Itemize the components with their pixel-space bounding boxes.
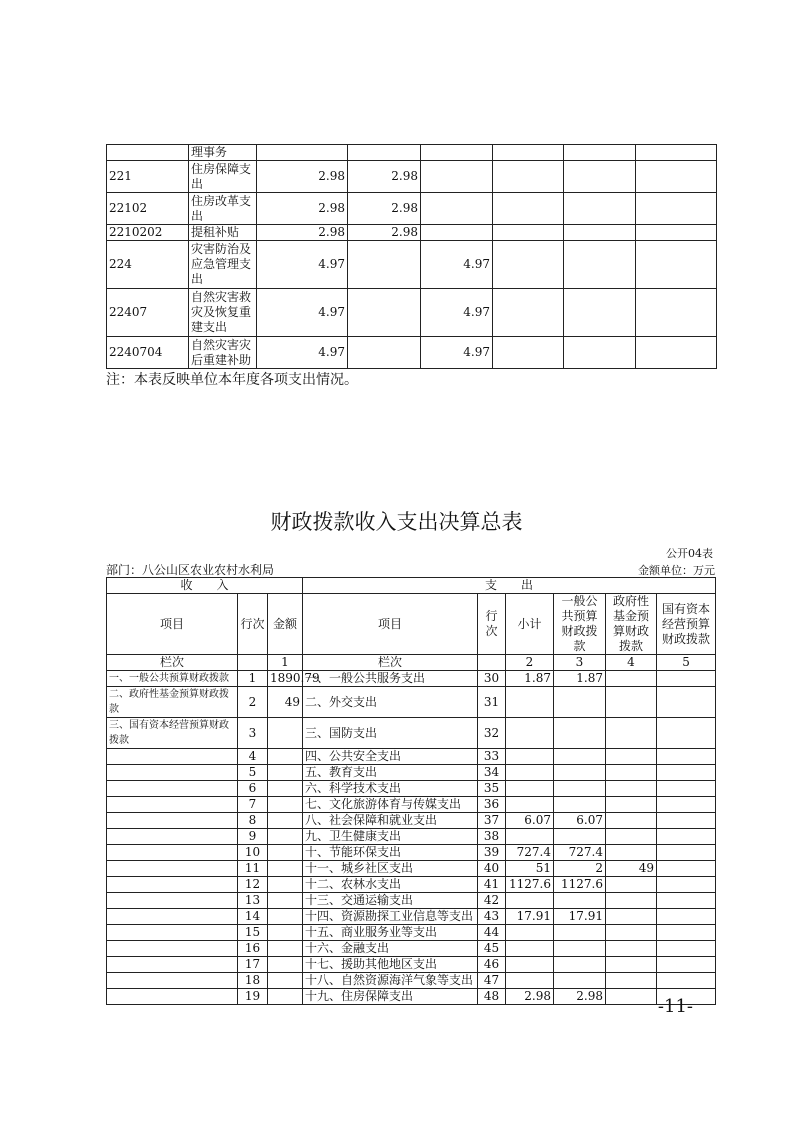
amount-cell <box>606 781 657 797</box>
amount-cell <box>268 973 303 989</box>
amount-cell <box>657 797 716 813</box>
column-header: 国有资本经营预算财政拨款 <box>657 594 716 655</box>
amount-cell <box>636 193 717 225</box>
item-name: 八、社会保障和就业支出 <box>303 813 478 829</box>
amount-cell: 4.97 <box>257 241 348 289</box>
amount-cell: 1.87 <box>506 671 554 687</box>
amount-cell <box>506 749 554 765</box>
table-row <box>107 957 716 973</box>
table-row <box>107 829 716 845</box>
amount-cell <box>564 225 636 241</box>
item-name <box>107 861 238 877</box>
amount-cell <box>268 877 303 893</box>
amount-cell <box>564 161 636 193</box>
column-header: 项目 <box>303 594 478 655</box>
column-number <box>478 655 506 671</box>
row-number: 44 <box>478 925 506 941</box>
amount-cell <box>268 861 303 877</box>
amount-cell: 2.98 <box>506 989 554 1005</box>
column-number: 5 <box>657 655 716 671</box>
amount-cell <box>268 845 303 861</box>
amount-cell: 2.98 <box>257 225 348 241</box>
row-number: 10 <box>238 845 268 861</box>
amount-cell <box>268 989 303 1005</box>
row-number: 40 <box>478 861 506 877</box>
column-number: 3 <box>554 655 606 671</box>
row-number: 18 <box>238 973 268 989</box>
amount-cell <box>554 687 606 718</box>
row-number: 45 <box>478 941 506 957</box>
amount-cell <box>506 925 554 941</box>
amount-cell <box>421 193 493 225</box>
table-row <box>107 225 717 241</box>
amount-cell <box>657 973 716 989</box>
table-row <box>107 973 716 989</box>
item-name: 理事务 <box>189 145 257 161</box>
amount-cell <box>554 781 606 797</box>
table-row <box>107 687 716 718</box>
amount-cell <box>606 877 657 893</box>
amount-cell <box>268 813 303 829</box>
amount-cell <box>506 797 554 813</box>
item-code: 2210202 <box>107 225 189 241</box>
item-name: 六、科学技术支出 <box>303 781 478 797</box>
row-number: 42 <box>478 893 506 909</box>
table-row <box>107 749 716 765</box>
amount-cell: 1890.79 <box>268 671 303 687</box>
row-number: 2 <box>238 687 268 718</box>
table-note: 注：本表反映单位本年度各项支出情况。 <box>106 372 358 388</box>
table-row <box>107 193 717 225</box>
item-name: 十五、商业服务业等支出 <box>303 925 478 941</box>
item-name: 住房保障支出 <box>189 161 257 193</box>
amount-cell <box>506 718 554 749</box>
amount-cell <box>348 145 421 161</box>
row-number: 15 <box>238 925 268 941</box>
amount-cell <box>606 941 657 957</box>
amount-cell <box>636 337 717 369</box>
amount-cell <box>506 893 554 909</box>
amount-cell <box>348 241 421 289</box>
amount-cell <box>606 957 657 973</box>
amount-cell <box>606 749 657 765</box>
amount-cell <box>606 845 657 861</box>
amount-cell: 4.97 <box>257 289 348 337</box>
amount-cell <box>606 925 657 941</box>
table-row <box>107 877 716 893</box>
amount-cell <box>268 909 303 925</box>
column-header: 一般公共预算财政拨款 <box>554 594 606 655</box>
amount-cell <box>636 145 717 161</box>
amount-cell <box>268 829 303 845</box>
column-number <box>238 655 268 671</box>
amount-cell <box>657 749 716 765</box>
amount-cell <box>493 289 564 337</box>
amount-cell <box>606 765 657 781</box>
amount-cell <box>268 781 303 797</box>
column-number: 栏次 <box>303 655 478 671</box>
amount-cell <box>554 925 606 941</box>
row-number: 3 <box>238 718 268 749</box>
row-number: 4 <box>238 749 268 765</box>
amount-cell: 727.4 <box>554 845 606 861</box>
amount-cell <box>506 781 554 797</box>
column-header: 项目 <box>107 594 238 655</box>
item-code: 224 <box>107 241 189 289</box>
item-name <box>107 845 238 861</box>
table-row <box>107 718 716 749</box>
amount-cell: 4.97 <box>257 337 348 369</box>
row-number: 16 <box>238 941 268 957</box>
amount-cell <box>268 718 303 749</box>
amount-cell <box>606 989 657 1005</box>
amount-cell <box>606 829 657 845</box>
amount-cell: 17.91 <box>506 909 554 925</box>
amount-cell <box>657 893 716 909</box>
column-number: 2 <box>506 655 554 671</box>
item-name <box>107 909 238 925</box>
item-name: 九、卫生健康支出 <box>303 829 478 845</box>
column-header: 行次 <box>478 594 506 655</box>
item-name <box>107 973 238 989</box>
expense-detail-table <box>106 144 717 369</box>
amount-cell <box>506 973 554 989</box>
item-name <box>107 989 238 1005</box>
row-number: 5 <box>238 765 268 781</box>
column-header: 行次 <box>238 594 268 655</box>
table-row <box>107 161 717 193</box>
item-name: 十四、资源勘探工业信息等支出 <box>303 909 478 925</box>
row-number: 36 <box>478 797 506 813</box>
item-name: 十九、住房保障支出 <box>303 989 478 1005</box>
row-number: 19 <box>238 989 268 1005</box>
amount-cell <box>657 813 716 829</box>
amount-cell <box>657 845 716 861</box>
row-number: 7 <box>238 797 268 813</box>
amount-cell: 4.97 <box>421 241 493 289</box>
item-name: 住房改革支出 <box>189 193 257 225</box>
row-number: 43 <box>478 909 506 925</box>
amount-cell <box>657 781 716 797</box>
item-name: 自然灾害救灾及恢复重建支出 <box>189 289 257 337</box>
row-number: 8 <box>238 813 268 829</box>
amount-cell <box>636 225 717 241</box>
amount-cell <box>564 145 636 161</box>
column-number: 栏次 <box>107 655 238 671</box>
amount-cell <box>268 957 303 973</box>
amount-cell <box>657 877 716 893</box>
table-row <box>107 337 717 369</box>
row-number: 12 <box>238 877 268 893</box>
amount-cell <box>493 241 564 289</box>
unit-label: 金额单位：万元 <box>638 564 715 577</box>
amount-cell <box>493 161 564 193</box>
table-row <box>107 289 717 337</box>
expense-header: 支 出 <box>303 578 716 594</box>
amount-cell <box>493 145 564 161</box>
amount-cell <box>554 893 606 909</box>
amount-cell <box>421 225 493 241</box>
amount-cell <box>657 687 716 718</box>
item-name: 二、政府性基金预算财政拨款 <box>107 687 238 718</box>
amount-cell <box>636 161 717 193</box>
row-number: 11 <box>238 861 268 877</box>
item-name <box>107 829 238 845</box>
amount-cell <box>657 909 716 925</box>
amount-cell <box>606 909 657 925</box>
amount-cell <box>506 941 554 957</box>
fiscal-summary-table <box>106 577 716 1005</box>
amount-cell <box>493 225 564 241</box>
amount-cell <box>554 765 606 781</box>
item-name: 十二、农林水支出 <box>303 877 478 893</box>
amount-cell: 51 <box>506 861 554 877</box>
page-number: -11- <box>657 996 693 1017</box>
amount-cell: 2 <box>554 861 606 877</box>
item-name: 十三、交通运输支出 <box>303 893 478 909</box>
amount-cell: 2.98 <box>554 989 606 1005</box>
amount-cell <box>564 337 636 369</box>
amount-cell: 49 <box>606 861 657 877</box>
amount-cell <box>657 957 716 973</box>
amount-cell <box>268 797 303 813</box>
amount-cell <box>493 193 564 225</box>
row-number: 1 <box>238 671 268 687</box>
table-row <box>107 781 716 797</box>
amount-cell: 6.07 <box>506 813 554 829</box>
row-number: 34 <box>478 765 506 781</box>
amount-cell: 1127.6 <box>506 877 554 893</box>
amount-cell <box>636 241 717 289</box>
amount-cell <box>554 749 606 765</box>
amount-cell <box>554 797 606 813</box>
amount-cell <box>657 829 716 845</box>
item-name: 十七、援助其他地区支出 <box>303 957 478 973</box>
amount-cell <box>506 687 554 718</box>
table-row <box>107 845 716 861</box>
row-number: 47 <box>478 973 506 989</box>
amount-cell <box>564 289 636 337</box>
amount-cell <box>506 957 554 973</box>
item-name: 一、一般公共预算财政拨款 <box>107 671 238 687</box>
row-number: 46 <box>478 957 506 973</box>
amount-cell: 1127.6 <box>554 877 606 893</box>
table-row <box>107 145 717 161</box>
amount-cell <box>606 797 657 813</box>
column-number: 1 <box>268 655 303 671</box>
item-name: 灾害防治及应急管理支出 <box>189 241 257 289</box>
row-number: 14 <box>238 909 268 925</box>
item-name <box>107 893 238 909</box>
row-number: 33 <box>478 749 506 765</box>
table-row <box>107 797 716 813</box>
page-title: 财政拨款收入支出决算总表 <box>270 510 523 534</box>
amount-cell <box>257 145 348 161</box>
row-number: 13 <box>238 893 268 909</box>
item-code: 22102 <box>107 193 189 225</box>
item-name <box>107 941 238 957</box>
item-code <box>107 145 189 161</box>
amount-cell <box>348 337 421 369</box>
item-name <box>107 749 238 765</box>
item-name <box>107 877 238 893</box>
amount-cell <box>657 718 716 749</box>
amount-cell <box>554 973 606 989</box>
amount-cell: 2.98 <box>348 161 421 193</box>
amount-cell <box>348 289 421 337</box>
amount-cell <box>606 813 657 829</box>
amount-cell <box>636 289 717 337</box>
amount-cell: 17.91 <box>554 909 606 925</box>
table-row <box>107 241 717 289</box>
item-name: 提租补贴 <box>189 225 257 241</box>
item-name: 四、公共安全支出 <box>303 749 478 765</box>
item-name: 三、国有资本经营预算财政拨款 <box>107 718 238 749</box>
amount-cell: 2.98 <box>257 161 348 193</box>
amount-cell <box>554 718 606 749</box>
item-name <box>107 957 238 973</box>
amount-cell <box>421 161 493 193</box>
table-row <box>107 765 716 781</box>
department-label: 部门：八公山区农业农村水利局 <box>106 563 275 577</box>
item-name <box>107 765 238 781</box>
amount-cell <box>506 765 554 781</box>
item-name <box>107 813 238 829</box>
item-code: 2240704 <box>107 337 189 369</box>
column-number: 4 <box>606 655 657 671</box>
amount-cell: 4.97 <box>421 289 493 337</box>
item-name: 十六、金融支出 <box>303 941 478 957</box>
table-row <box>107 861 716 877</box>
amount-cell: 2.98 <box>348 225 421 241</box>
item-name: 十八、自然资源海洋气象等支出 <box>303 973 478 989</box>
item-code: 221 <box>107 161 189 193</box>
row-number: 17 <box>238 957 268 973</box>
row-number: 30 <box>478 671 506 687</box>
item-name <box>107 781 238 797</box>
table-row <box>107 671 716 687</box>
table-row <box>107 893 716 909</box>
amount-cell: 49 <box>268 687 303 718</box>
column-header: 小计 <box>506 594 554 655</box>
amount-cell: 4.97 <box>421 337 493 369</box>
amount-cell <box>421 145 493 161</box>
amount-cell <box>268 893 303 909</box>
item-name: 五、教育支出 <box>303 765 478 781</box>
item-name: 自然灾害灾后重建补助 <box>189 337 257 369</box>
table-row <box>107 941 716 957</box>
column-number-row <box>107 655 716 671</box>
amount-cell <box>657 941 716 957</box>
row-number: 48 <box>478 989 506 1005</box>
amount-cell <box>554 957 606 973</box>
amount-cell <box>606 687 657 718</box>
amount-cell <box>554 829 606 845</box>
amount-cell <box>564 193 636 225</box>
amount-cell <box>564 241 636 289</box>
table-row <box>107 925 716 941</box>
column-header: 金额 <box>268 594 303 655</box>
item-name: 十、节能环保支出 <box>303 845 478 861</box>
amount-cell <box>268 749 303 765</box>
table-row <box>107 813 716 829</box>
amount-cell: 6.07 <box>554 813 606 829</box>
table-row <box>107 909 716 925</box>
amount-cell <box>606 718 657 749</box>
income-header: 收 入 <box>107 578 303 594</box>
amount-cell <box>506 829 554 845</box>
amount-cell <box>268 925 303 941</box>
amount-cell: 727.4 <box>506 845 554 861</box>
item-name <box>107 797 238 813</box>
amount-cell <box>657 925 716 941</box>
row-number: 9 <box>238 829 268 845</box>
amount-cell <box>268 941 303 957</box>
item-name <box>107 925 238 941</box>
amount-cell: 2.98 <box>348 193 421 225</box>
row-number: 35 <box>478 781 506 797</box>
amount-cell <box>657 861 716 877</box>
amount-cell: 1.87 <box>554 671 606 687</box>
amount-cell <box>606 893 657 909</box>
row-number: 32 <box>478 718 506 749</box>
column-header: 政府性基金预算财政拨款 <box>606 594 657 655</box>
row-number: 41 <box>478 877 506 893</box>
item-name: 三、国防支出 <box>303 718 478 749</box>
row-number: 37 <box>478 813 506 829</box>
amount-cell <box>657 671 716 687</box>
header-row <box>107 594 716 655</box>
row-number: 38 <box>478 829 506 845</box>
row-number: 6 <box>238 781 268 797</box>
row-number: 39 <box>478 845 506 861</box>
amount-cell <box>493 337 564 369</box>
item-name: 二、外交支出 <box>303 687 478 718</box>
amount-cell <box>268 765 303 781</box>
table-row <box>107 989 716 1005</box>
amount-cell <box>657 765 716 781</box>
form-number: 公开04表 <box>666 547 713 560</box>
item-code: 22407 <box>107 289 189 337</box>
amount-cell: 2.98 <box>257 193 348 225</box>
amount-cell <box>554 941 606 957</box>
item-name: 七、文化旅游体育与传媒支出 <box>303 797 478 813</box>
item-name: 一、一般公共服务支出 <box>303 671 478 687</box>
row-number: 31 <box>478 687 506 718</box>
item-name: 十一、城乡社区支出 <box>303 861 478 877</box>
amount-cell <box>606 671 657 687</box>
amount-cell <box>606 973 657 989</box>
